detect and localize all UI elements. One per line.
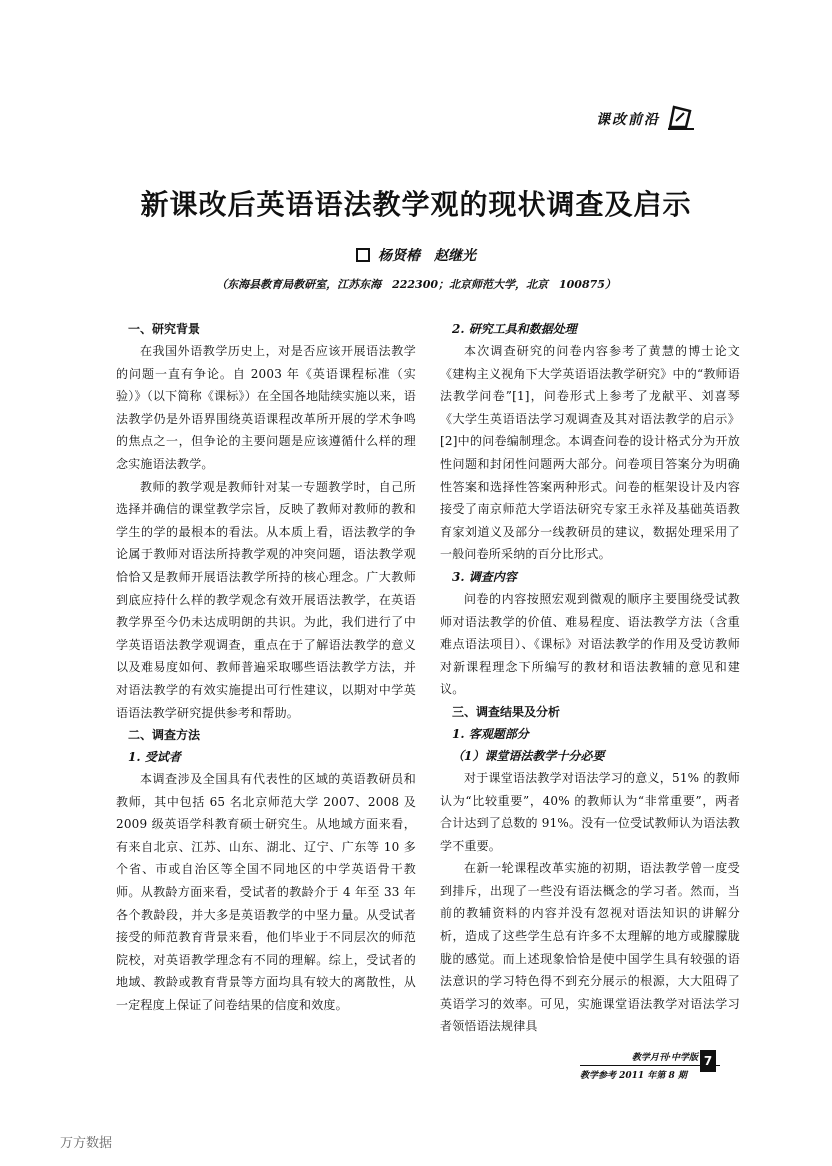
journal-name: 教学月刊·中学版 [631, 1053, 698, 1063]
subsection-heading: 3. 调查内容 [452, 569, 517, 584]
article-title: 新课改后英语语法教学观的现状调查及启示 [140, 188, 692, 221]
paragraph: 问卷的内容按照宏观到微观的顺序主要围绕受试教师对语法教学的价值、难易程度、语法教学方法（含重难点语法项目）、《课标》对语法教学的作用及受访教师对新课程理念下所编写的教材和语法教辅的意见和建议。 [440, 591, 740, 697]
author-box-icon [356, 248, 370, 262]
paragraph: 在我国外语教学历史上，对是否应该开展语法教学的问题一直有争论。自 2003 年《英语课程标准（实验）》（以下简称《课标》）在全国各地陆续实施以来，语法教学仍是外语界围绕英语课程改革所开展的学术争鸣的焦点之一，但争论的主要问题是应该遵循什么样的理念实施语法教学。 [116, 344, 416, 471]
affiliation: （东海县教育局教研室，江苏东海 222300；北京师范大学，北京 100875） [216, 278, 616, 291]
section-heading: 二、调查方法 [128, 728, 201, 743]
pen-icon [666, 103, 696, 135]
paragraph: 本次调查研究的问卷内容参考了黄慧的博士论文《建构主义视角下大学英语语法教学研究》中的“教师语法教学问卷”[1]，问卷形式上参考了龙献平、刘喜琴《大学生英语语法学习观调查及其对语法教学的启示》[2]中的问卷编制理念。本调查问卷的设计格式分为开放性问题和封闭性问题两大部分。问卷项目答案分为明确性答案和选择性答案两种形式。问卷的框架设计及内容接受了南京师范大学语法研究专家王永祥及基础英语教育家刘道义及部分一线教研员的建议，数据处理采用了一般问卷所采纳的百分比形式。 [440, 344, 740, 562]
page-number: 7 [700, 1050, 716, 1072]
authors [0, 245, 832, 265]
subsection-heading: 2. 研究工具和数据处理 [452, 322, 577, 336]
subsection-heading: 1. 受试者 [128, 750, 181, 765]
section-header [596, 104, 696, 134]
subsection-heading: （1）课堂语法教学十分必要 [452, 748, 605, 763]
paragraph: 教师的教学观是教师针对某一专题教学时，自己所选择并确信的课堂教学宗旨，反映了教师对教师的教和学生的学的最根本的看法。从本质上看，语法教学的争论属于教师对语法所持教学观的冲突问题，语法教学观恰恰又是教师开展语法教学所持的核心理念。广大教师到底应持什么样的教学观念有效开展语法教学，在英语教学界至今仍未达成明朗的共识。为此，我们进行了中学英语语法教学观调查，重点在于了解语法教学的意义以及难易度如何、教师普遍采取哪些语法教学方法，并对语法教学的有效实施提出可行性建议，以期对中学英语语法教学研究提供参考和帮助。 [116, 479, 416, 720]
author-names: 杨贤椿 赵继光 [378, 248, 476, 264]
footer [580, 1050, 720, 1081]
paragraph: 对于课堂语法教学对语法学习的意义，51% 的教师认为“比较重要”，40% 的教师认为“非常重要”，两者合计达到了总数的 91%。没有一位受试教师认为语法教学不重要。 [440, 770, 740, 853]
subsection-heading: 1. 客观题部分 [452, 726, 529, 741]
paragraph: 在新一轮课程改革实施的初期，语法教学曾一度受到排斥，出现了一些没有语法概念的学习者。然而，当前的教辅资料的内容并没有忽视对语法知识的讲解分析，造成了这些学生总有许多不太理解的地方或朦朦胧胧的感觉。而上述现象恰恰是使中国学生具有较强的语法意识的学习特色得不到充分展示的根源，大大阻碍了英语学习的效率。可见，实施课堂语法教学对语法学习者领悟语法规律具 [440, 861, 740, 1034]
section-heading: 一、研究背景 [128, 322, 201, 336]
section-label: 课改前沿 [596, 112, 660, 128]
paragraph: 本调查涉及全国具有代表性的区域的英语教研员和教师，其中包括 65 名北京师范大学 2007、2008 及 2009 级英语学科教育硕士研究生。从地域方面来看，有来自北京、江苏、山东、湖北、辽宁、广东等 10 多个省、市或自治区等全国不同地区的中学英语骨干教师。从教龄方面来看，受试者的教龄介于 4 年至 33 年各个教龄段，并大多是英语教学的中坚力量。从受试者接受的师范教育背景来看，他们毕业于不同层次的师范院校，对英语教学理念有不同的理解。综上，受试者的地域、教龄或教育背景等方面均具有较大的离散性，从一定程度上保证了问卷结果的信度和效度。 [116, 772, 416, 1013]
section-heading: 三、调查结果及分析 [452, 704, 561, 719]
issue-info: 教学参考 2011 年第 8 期 [580, 1065, 720, 1081]
left-column [116, 318, 416, 1017]
right-column [440, 318, 740, 1038]
watermark: 万方数据 [60, 1136, 113, 1151]
